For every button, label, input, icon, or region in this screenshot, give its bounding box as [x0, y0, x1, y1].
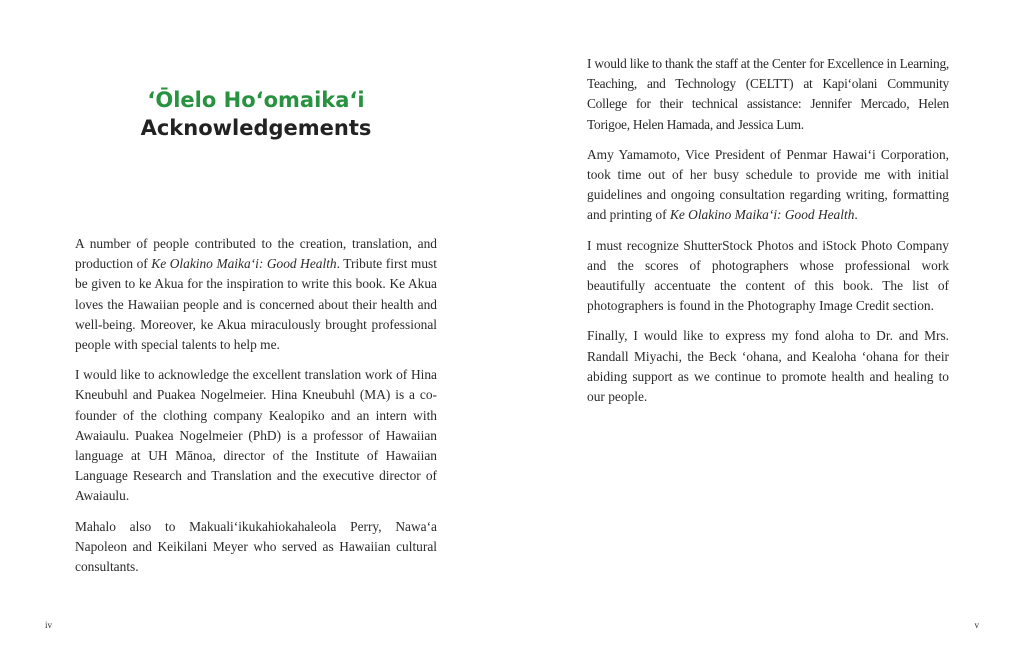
paragraph-photographers: I must recognize ShutterStock Photos and iStock Photo Company and the scores of photographers whose professional work beautifully accentuate the content of this book. The list of photographers is found in the Photography Image Credit section.: [587, 237, 949, 314]
book-title: Ke Olakino Maika‘i: Good Health: [151, 256, 337, 272]
book-title: Ke Olakino Maika‘i: Good Health: [669, 207, 855, 223]
paragraph-cultural-consultants: Mahalo also to Makuali‘ikukahiokahaleola Perry, Nawa‘a Napoleon and Keikilani Meyer who served as Hawaiian cultural consultants.: [75, 518, 437, 575]
page-number-right: v: [974, 620, 979, 630]
paragraph-contributors-start: A number of people contributed to the creation, translation, and production of: [75, 236, 437, 272]
paragraph-penmar-end: .: [854, 207, 858, 223]
paragraph-penmar: [587, 145, 949, 226]
left-body-text: [75, 234, 437, 587]
right-body-text: [587, 54, 949, 417]
page-number-left: iv: [45, 620, 53, 630]
paragraph-contributors: [75, 234, 437, 355]
paragraph-family-aloha: Finally, I would like to express my fond aloha to Dr. and Mrs. Randall Miyachi, the Beck ‘ohana, and Kealoha ‘ohana for their abiding support as we continue to promote health and healing to our people.: [587, 328, 949, 405]
heading-english: Acknowledgements: [140, 116, 372, 140]
acknowledgements-heading: [75, 86, 437, 142]
paragraph-contributors-end: . Tribute first must be given to ke Akua for the inspiration to write this book. Ke Akua loves the Hawaiian people and is concerned about their health and well-being. Moreover, ke Akua miraculously brought professional people with special talents to help me.: [75, 256, 437, 353]
paragraph-penmar-start: Amy Yamamoto, Vice President of Penmar Hawai‘i Corporation, took time out of her busy schedule to provide me with initial guidelines and ongoing consultation regarding writing, formatting and printing of: [587, 146, 949, 223]
heading-hawaiian: ‘Ōlelo Ho‘omaika‘i: [147, 88, 365, 112]
paragraph-celtt-staff: I would like to thank the staff at the Center for Excellence in Learning, Teaching, and Technology (CELTT) at Kapi‘olani Community College for their technical assistance: Jennifer Mercado, Helen Torigoe, Helen Hamada, and Jessica Lum.: [587, 56, 949, 132]
paragraph-translators: I would like to acknowledge the excellent translation work of Hina Kneubuhl and Puakea Nogelmeier. Hina Kneubuhl (MA) is a co-founder of the clothing company Kealopiko and an intern with Awaiaulu. Puakea Nogelmeier (PhD) is a professor of Hawaiian language at UH Mānoa, director of the Institute of Hawaiian Language Research and Translation and the executive director of Awaiaulu.: [75, 367, 437, 504]
right-page: [512, 0, 1024, 663]
